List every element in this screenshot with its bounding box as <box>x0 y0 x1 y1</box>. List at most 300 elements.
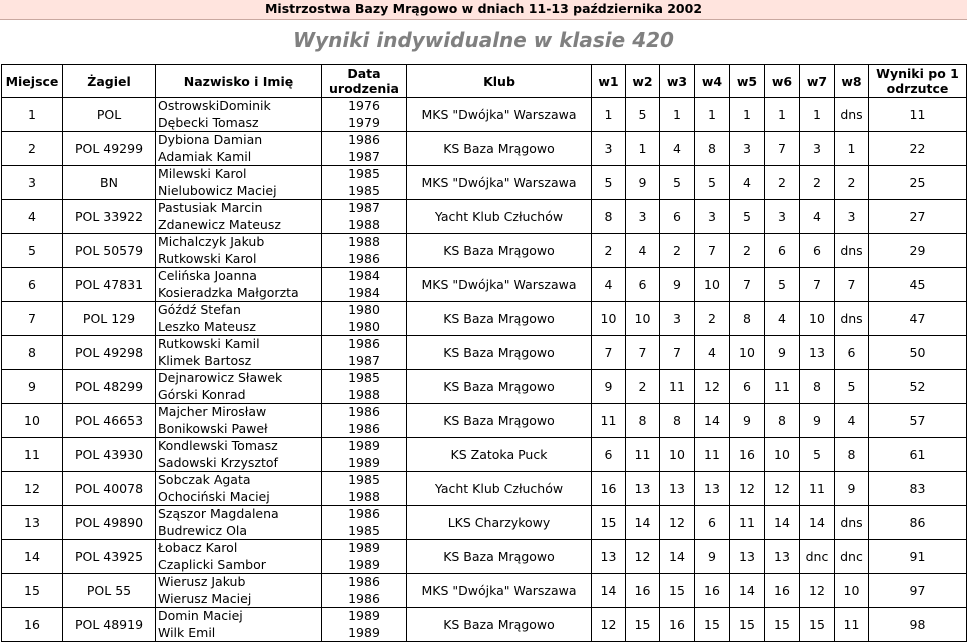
place-cell: 2 <box>2 132 63 166</box>
crew-name-helm: Sząszor Magdalena <box>158 506 279 521</box>
place-cell: 12 <box>2 472 63 506</box>
col-header-w5: w5 <box>730 65 765 98</box>
col-header-w7: w7 <box>800 65 835 98</box>
place-cell: 10 <box>2 404 63 438</box>
place-cell: 7 <box>2 302 63 336</box>
race-w7-cell: 10 <box>800 302 835 336</box>
results-table <box>1 64 967 642</box>
crew-name-helm: Kondlewski Tomasz <box>158 438 278 453</box>
race-w1-cell: 9 <box>592 370 626 404</box>
col-header-place: Miejsce <box>2 65 63 98</box>
col-header-total-line1: Wyniki po 1 <box>876 66 959 81</box>
crew-name-crew: Bonikowski Paweł <box>158 420 268 436</box>
race-w1-cell: 3 <box>592 132 626 166</box>
birth-year-crew: 1988 <box>348 216 380 232</box>
birth-year-crew: 1987 <box>348 352 380 368</box>
race-w3-cell: 15 <box>660 574 695 608</box>
race-w6-cell: 15 <box>765 608 800 642</box>
race-w3-cell: 11 <box>660 370 695 404</box>
race-w1-cell: 12 <box>592 608 626 642</box>
race-w4-cell: 14 <box>695 404 730 438</box>
birth-years-cell <box>322 438 407 472</box>
birth-year-crew: 1987 <box>348 148 380 164</box>
crew-names-cell <box>156 404 322 438</box>
race-w2-cell: 13 <box>626 472 660 506</box>
race-w3-cell: 3 <box>660 302 695 336</box>
birth-year-helm: 1987 <box>348 200 380 215</box>
crew-name-crew: Budrewicz Ola <box>158 522 248 538</box>
birth-year-crew: 1986 <box>348 250 380 266</box>
place-cell: 1 <box>2 98 63 132</box>
race-w8-cell: dns <box>835 302 869 336</box>
race-w1-cell: 8 <box>592 200 626 234</box>
crew-name-helm: Domin Maciej <box>158 608 243 623</box>
club-cell: MKS "Dwójka" Warszawa <box>407 166 592 200</box>
table-row <box>2 506 967 540</box>
crew-name-crew: Rutkowski Karol <box>158 250 257 266</box>
total-cell: 29 <box>869 234 967 268</box>
crew-names-cell <box>156 472 322 506</box>
race-w4-cell: 5 <box>695 166 730 200</box>
birth-year-helm: 1976 <box>348 98 380 113</box>
club-cell: KS Baza Mrągowo <box>407 336 592 370</box>
table-row <box>2 404 967 438</box>
race-w8-cell: 7 <box>835 268 869 302</box>
race-w7-cell: 4 <box>800 200 835 234</box>
table-row <box>2 132 967 166</box>
race-w1-cell: 5 <box>592 166 626 200</box>
birth-years-cell <box>322 506 407 540</box>
crew-names-cell <box>156 574 322 608</box>
place-cell: 15 <box>2 574 63 608</box>
race-w2-cell: 12 <box>626 540 660 574</box>
race-w2-cell: 15 <box>626 608 660 642</box>
total-cell: 47 <box>869 302 967 336</box>
crew-names-cell <box>156 540 322 574</box>
results-body <box>2 98 967 642</box>
crew-name-crew: Leszko Mateusz <box>158 318 256 334</box>
birth-year-crew: 1985 <box>348 522 380 538</box>
birth-year-helm: 1985 <box>348 370 380 385</box>
birth-years-cell <box>322 268 407 302</box>
table-row <box>2 302 967 336</box>
header-row <box>2 65 967 98</box>
place-cell: 16 <box>2 608 63 642</box>
race-w2-cell: 14 <box>626 506 660 540</box>
race-w4-cell: 4 <box>695 336 730 370</box>
race-w4-cell: 8 <box>695 132 730 166</box>
total-cell: 27 <box>869 200 967 234</box>
sail-cell: POL 129 <box>63 302 156 336</box>
race-w4-cell: 6 <box>695 506 730 540</box>
race-w6-cell: 3 <box>765 200 800 234</box>
race-w2-cell: 4 <box>626 234 660 268</box>
race-w6-cell: 13 <box>765 540 800 574</box>
race-w8-cell: dns <box>835 506 869 540</box>
crew-names-cell <box>156 234 322 268</box>
crew-name-helm: Łobacz Karol <box>158 540 238 555</box>
birth-year-crew: 1989 <box>348 624 380 640</box>
race-w5-cell: 4 <box>730 166 765 200</box>
race-w5-cell: 7 <box>730 268 765 302</box>
race-w4-cell: 13 <box>695 472 730 506</box>
table-row <box>2 370 967 404</box>
club-cell: Yacht Klub Człuchów <box>407 200 592 234</box>
birth-year-helm: 1986 <box>348 336 380 351</box>
crew-name-helm: Majcher Mirosław <box>158 404 267 419</box>
birth-year-helm: 1989 <box>348 608 380 623</box>
sail-cell: BN <box>63 166 156 200</box>
crew-name-crew: Czaplicki Sambor <box>158 556 266 572</box>
birth-years-cell <box>322 404 407 438</box>
race-w3-cell: 4 <box>660 132 695 166</box>
sail-cell: POL 50579 <box>63 234 156 268</box>
table-row <box>2 200 967 234</box>
crew-names-cell <box>156 132 322 166</box>
race-w3-cell: 12 <box>660 506 695 540</box>
race-w5-cell: 14 <box>730 574 765 608</box>
page-title: Wyniki indywidualne w klasie 420 <box>293 28 674 52</box>
crew-names-cell <box>156 608 322 642</box>
race-w5-cell: 10 <box>730 336 765 370</box>
race-w1-cell: 15 <box>592 506 626 540</box>
race-w6-cell: 6 <box>765 234 800 268</box>
race-w4-cell: 9 <box>695 540 730 574</box>
crew-name-crew: Górski Konrad <box>158 386 246 402</box>
table-row <box>2 438 967 472</box>
crew-name-helm: Dybiona Damian <box>158 132 263 147</box>
birth-year-helm: 1986 <box>348 574 380 589</box>
race-w3-cell: 9 <box>660 268 695 302</box>
race-w6-cell: 8 <box>765 404 800 438</box>
race-w2-cell: 10 <box>626 302 660 336</box>
race-w6-cell: 11 <box>765 370 800 404</box>
col-header-w2: w2 <box>626 65 660 98</box>
total-cell: 91 <box>869 540 967 574</box>
race-w6-cell: 10 <box>765 438 800 472</box>
club-cell: KS Baza Mrągowo <box>407 608 592 642</box>
race-w1-cell: 2 <box>592 234 626 268</box>
race-w4-cell: 16 <box>695 574 730 608</box>
race-w8-cell: 6 <box>835 336 869 370</box>
race-w3-cell: 6 <box>660 200 695 234</box>
race-w1-cell: 1 <box>592 98 626 132</box>
race-w5-cell: 8 <box>730 302 765 336</box>
club-cell: KS Baza Mrągowo <box>407 302 592 336</box>
total-cell: 57 <box>869 404 967 438</box>
race-w3-cell: 14 <box>660 540 695 574</box>
crew-name-helm: Sobczak Agata <box>158 472 251 487</box>
place-cell: 3 <box>2 166 63 200</box>
table-row <box>2 98 967 132</box>
col-header-w8: w8 <box>835 65 869 98</box>
col-header-birth <box>322 65 407 98</box>
crew-name-helm: Rutkowski Kamil <box>158 336 260 351</box>
race-w7-cell: 7 <box>800 268 835 302</box>
race-w5-cell: 5 <box>730 200 765 234</box>
crew-name-crew: Dębecki Tomasz <box>158 114 259 130</box>
race-w8-cell: 1 <box>835 132 869 166</box>
race-w7-cell: 15 <box>800 608 835 642</box>
birth-year-crew: 1979 <box>348 114 380 130</box>
race-w4-cell: 15 <box>695 608 730 642</box>
total-cell: 83 <box>869 472 967 506</box>
crew-name-helm: Milewski Karol <box>158 166 247 181</box>
place-cell: 8 <box>2 336 63 370</box>
race-w5-cell: 9 <box>730 404 765 438</box>
race-w6-cell: 16 <box>765 574 800 608</box>
total-cell: 86 <box>869 506 967 540</box>
birth-year-helm: 1986 <box>348 404 380 419</box>
club-cell: Yacht Klub Człuchów <box>407 472 592 506</box>
total-cell: 98 <box>869 608 967 642</box>
total-cell: 97 <box>869 574 967 608</box>
race-w3-cell: 1 <box>660 98 695 132</box>
race-w8-cell: 5 <box>835 370 869 404</box>
race-w8-cell: dnc <box>835 540 869 574</box>
race-w1-cell: 6 <box>592 438 626 472</box>
birth-year-helm: 1984 <box>348 268 380 283</box>
race-w3-cell: 2 <box>660 234 695 268</box>
race-w5-cell: 15 <box>730 608 765 642</box>
table-row <box>2 540 967 574</box>
total-cell: 52 <box>869 370 967 404</box>
birth-year-crew: 1986 <box>348 420 380 436</box>
birth-year-crew: 1988 <box>348 488 380 504</box>
birth-years-cell <box>322 336 407 370</box>
race-w2-cell: 1 <box>626 132 660 166</box>
crew-names-cell <box>156 98 322 132</box>
race-w7-cell: 8 <box>800 370 835 404</box>
race-w8-cell: 2 <box>835 166 869 200</box>
col-header-w4: w4 <box>695 65 730 98</box>
birth-year-helm: 1986 <box>348 132 380 147</box>
crew-name-crew: Wierusz Maciej <box>158 590 252 606</box>
crew-name-helm: Michalczyk Jakub <box>158 234 265 249</box>
race-w4-cell: 7 <box>695 234 730 268</box>
club-cell: KS Zatoka Puck <box>407 438 592 472</box>
place-cell: 13 <box>2 506 63 540</box>
race-w3-cell: 16 <box>660 608 695 642</box>
race-w2-cell: 3 <box>626 200 660 234</box>
club-cell: KS Baza Mrągowo <box>407 370 592 404</box>
crew-name-helm: Wierusz Jakub <box>158 574 246 589</box>
race-w7-cell: dnc <box>800 540 835 574</box>
birth-year-helm: 1989 <box>348 540 380 555</box>
race-w1-cell: 16 <box>592 472 626 506</box>
race-w6-cell: 14 <box>765 506 800 540</box>
place-cell: 9 <box>2 370 63 404</box>
race-w1-cell: 7 <box>592 336 626 370</box>
race-w3-cell: 8 <box>660 404 695 438</box>
birth-years-cell <box>322 132 407 166</box>
crew-names-cell <box>156 200 322 234</box>
race-w6-cell: 4 <box>765 302 800 336</box>
race-w4-cell: 12 <box>695 370 730 404</box>
race-w4-cell: 2 <box>695 302 730 336</box>
race-w2-cell: 2 <box>626 370 660 404</box>
race-w4-cell: 10 <box>695 268 730 302</box>
crew-names-cell <box>156 438 322 472</box>
col-header-club: Klub <box>407 65 592 98</box>
race-w4-cell: 3 <box>695 200 730 234</box>
race-w2-cell: 8 <box>626 404 660 438</box>
race-w6-cell: 2 <box>765 166 800 200</box>
total-cell: 61 <box>869 438 967 472</box>
race-w8-cell: dns <box>835 234 869 268</box>
sail-cell: POL 43925 <box>63 540 156 574</box>
race-w8-cell: 4 <box>835 404 869 438</box>
race-w3-cell: 5 <box>660 166 695 200</box>
birth-year-helm: 1989 <box>348 438 380 453</box>
race-w5-cell: 2 <box>730 234 765 268</box>
race-w2-cell: 5 <box>626 98 660 132</box>
birth-years-cell <box>322 200 407 234</box>
total-cell: 11 <box>869 98 967 132</box>
crew-names-cell <box>156 336 322 370</box>
race-w5-cell: 1 <box>730 98 765 132</box>
race-w8-cell: 10 <box>835 574 869 608</box>
sail-cell: POL 40078 <box>63 472 156 506</box>
race-w6-cell: 5 <box>765 268 800 302</box>
birth-years-cell <box>322 234 407 268</box>
sail-cell: POL 33922 <box>63 200 156 234</box>
race-w6-cell: 1 <box>765 98 800 132</box>
race-w4-cell: 11 <box>695 438 730 472</box>
birth-years-cell <box>322 540 407 574</box>
race-w7-cell: 9 <box>800 404 835 438</box>
race-w3-cell: 7 <box>660 336 695 370</box>
race-w7-cell: 2 <box>800 166 835 200</box>
race-w7-cell: 11 <box>800 472 835 506</box>
crew-name-crew: Wilk Emil <box>158 624 216 640</box>
race-w1-cell: 4 <box>592 268 626 302</box>
crew-name-crew: Klimek Bartosz <box>158 352 252 368</box>
race-w2-cell: 9 <box>626 166 660 200</box>
birth-years-cell <box>322 98 407 132</box>
race-w3-cell: 13 <box>660 472 695 506</box>
race-w7-cell: 12 <box>800 574 835 608</box>
race-w1-cell: 10 <box>592 302 626 336</box>
table-row <box>2 472 967 506</box>
sail-cell: POL 46653 <box>63 404 156 438</box>
birth-year-crew: 1985 <box>348 182 380 198</box>
race-w3-cell: 10 <box>660 438 695 472</box>
sail-cell: POL <box>63 98 156 132</box>
race-w6-cell: 12 <box>765 472 800 506</box>
col-header-w3: w3 <box>660 65 695 98</box>
birth-year-crew: 1989 <box>348 454 380 470</box>
birth-year-helm: 1980 <box>348 302 380 317</box>
race-w5-cell: 13 <box>730 540 765 574</box>
race-w8-cell: 3 <box>835 200 869 234</box>
place-cell: 4 <box>2 200 63 234</box>
col-header-w1: w1 <box>592 65 626 98</box>
sail-cell: POL 48299 <box>63 370 156 404</box>
birth-years-cell <box>322 472 407 506</box>
crew-name-helm: Dejnarowicz Sławek <box>158 370 283 385</box>
birth-year-helm: 1986 <box>348 506 380 521</box>
birth-years-cell <box>322 574 407 608</box>
table-row <box>2 234 967 268</box>
birth-year-helm: 1985 <box>348 472 380 487</box>
birth-years-cell <box>322 166 407 200</box>
col-header-total-line2: odrzutce <box>886 81 949 96</box>
col-header-sail: Żagiel <box>63 65 156 98</box>
race-w8-cell: 8 <box>835 438 869 472</box>
place-cell: 5 <box>2 234 63 268</box>
race-w7-cell: 5 <box>800 438 835 472</box>
crew-name-crew: Nielubowicz Maciej <box>158 182 277 198</box>
table-row <box>2 336 967 370</box>
race-w4-cell: 1 <box>695 98 730 132</box>
race-w2-cell: 7 <box>626 336 660 370</box>
crew-name-crew: Adamiak Kamil <box>158 148 252 164</box>
race-w5-cell: 6 <box>730 370 765 404</box>
crew-name-crew: Ochociński Maciej <box>158 488 270 504</box>
race-w2-cell: 11 <box>626 438 660 472</box>
col-header-birth-line1: Data <box>347 66 381 81</box>
race-w7-cell: 14 <box>800 506 835 540</box>
race-w7-cell: 3 <box>800 132 835 166</box>
race-w6-cell: 7 <box>765 132 800 166</box>
crew-names-cell <box>156 166 322 200</box>
race-w5-cell: 16 <box>730 438 765 472</box>
club-cell: MKS "Dwójka" Warszawa <box>407 574 592 608</box>
table-row <box>2 268 967 302</box>
crew-names-cell <box>156 370 322 404</box>
race-w7-cell: 6 <box>800 234 835 268</box>
race-w2-cell: 6 <box>626 268 660 302</box>
club-cell: KS Baza Mrągowo <box>407 132 592 166</box>
place-cell: 11 <box>2 438 63 472</box>
sail-cell: POL 55 <box>63 574 156 608</box>
place-cell: 14 <box>2 540 63 574</box>
sail-cell: POL 49298 <box>63 336 156 370</box>
birth-year-crew: 1989 <box>348 556 380 572</box>
total-cell: 25 <box>869 166 967 200</box>
race-w8-cell: 9 <box>835 472 869 506</box>
col-header-w6: w6 <box>765 65 800 98</box>
race-w1-cell: 14 <box>592 574 626 608</box>
birth-year-crew: 1980 <box>348 318 380 334</box>
race-w5-cell: 12 <box>730 472 765 506</box>
total-cell: 45 <box>869 268 967 302</box>
birth-years-cell <box>322 370 407 404</box>
table-row <box>2 608 967 642</box>
race-w5-cell: 3 <box>730 132 765 166</box>
birth-years-cell <box>322 608 407 642</box>
crew-name-helm: Pastusiak Marcin <box>158 200 263 215</box>
birth-year-crew: 1986 <box>348 590 380 606</box>
birth-year-crew: 1988 <box>348 386 380 402</box>
event-banner: Mistrzostwa Bazy Mrągowo w dniach 11-13 października 2002 <box>0 0 967 20</box>
club-cell: MKS "Dwójka" Warszawa <box>407 268 592 302</box>
col-header-total <box>869 65 967 98</box>
crew-name-helm: Celińska Joanna <box>158 268 257 283</box>
col-header-birth-line2: urodzenia <box>329 81 399 96</box>
sail-cell: POL 43930 <box>63 438 156 472</box>
race-w1-cell: 11 <box>592 404 626 438</box>
total-cell: 22 <box>869 132 967 166</box>
table-row <box>2 574 967 608</box>
birth-year-helm: 1988 <box>348 234 380 249</box>
race-w5-cell: 11 <box>730 506 765 540</box>
total-cell: 50 <box>869 336 967 370</box>
birth-year-crew: 1984 <box>348 284 380 300</box>
place-cell: 6 <box>2 268 63 302</box>
sail-cell: POL 48919 <box>63 608 156 642</box>
